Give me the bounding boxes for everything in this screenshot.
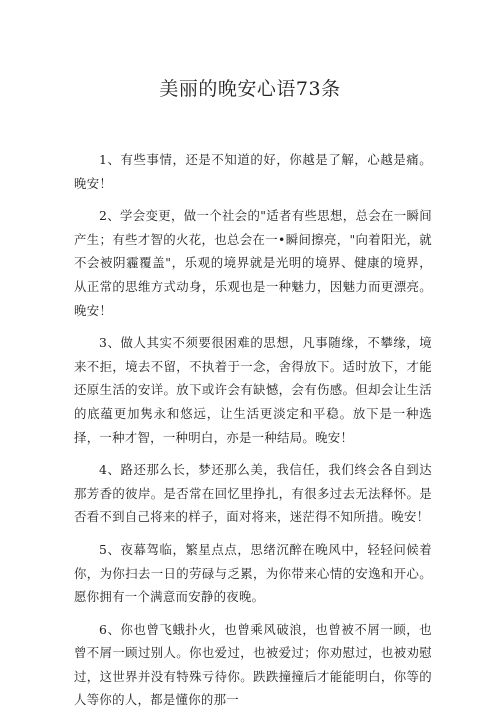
article-body — [74, 148, 432, 721]
paragraph-5: 5、夜幕驾临，繁星点点，思绪沉醉在晚风中，轻轻问候着你，为你扫去一日的劳碌与乏累，为你带来心情的安逸和开心。愿你拥有一个满意而安静的夜晚。 — [74, 541, 432, 605]
paragraph-1: 1、有些事情，还是不知道的好，你越是了解，心越是痛。晚安！ — [74, 152, 432, 191]
paragraph-4: 4、路还那么长，梦还那么美，我信任，我们终会各自到达那芳香的彼岸。是否常在回忆里挣扎，有很多过去无法释怀。是否看不到自己将来的样子，面对将来，迷茫得不知所措。晚安！ — [74, 462, 432, 525]
paragraph-6: 6、你也曾飞蛾扑火，也曾乘风破浪，也曾被不屑一顾，也曾不屑一顾过别人。你也爱过，也被爱过；你劝慰过，也被劝慰过，这世界并没有特殊亏待你。跌跌撞撞后才能能明白，你等的人等你的人，都是懂你的那一 — [74, 621, 432, 708]
paragraph-2: 2、学会变更，做一个社会的"适者有些思想，总会在一瞬间产生；有些才智的火花，也总会在一•瞬间擦亮，"向着阳光，就不会被阴霾覆盖"，乐观的境界就是光明的境界、健康的境界，从正常的思维方式动身，乐观也是一种魅力，因魅力而更漂亮。晚安！ — [74, 208, 432, 318]
document-title: 美丽的晚安心语73条 — [159, 78, 341, 100]
paragraph-3: 3、做人其实不须要很困难的思想，凡事随缘，不攀缘，境来不拒，境去不留，不执着于一念，舍得放下。适时放下，才能还原生活的安详。放下或许会有缺憾，会有伤感。但却会让生活的底蕴更加隽永和悠远，让生活更淡定和平稳。放下是一种选择，一种才智，一种明白，亦是一种结局。晚安！ — [74, 335, 432, 445]
